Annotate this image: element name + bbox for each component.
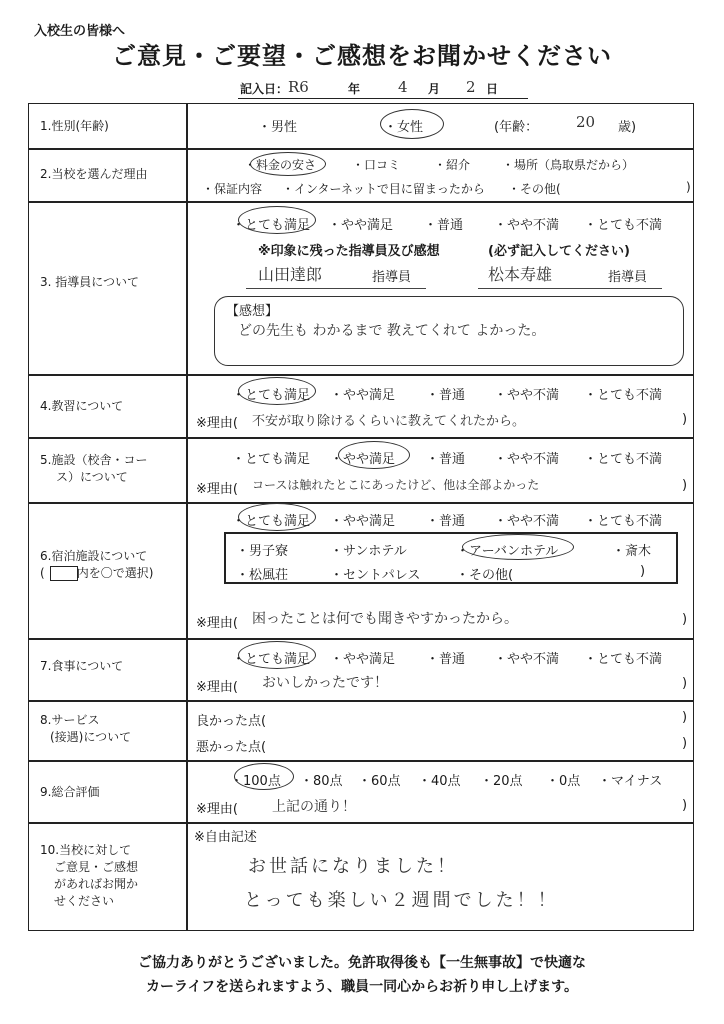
q7-scale-option[interactable]: ・やや不満 xyxy=(494,652,560,667)
q8-good-close: ) xyxy=(682,710,688,725)
q9-score-option[interactable]: ・マイナス xyxy=(598,774,663,789)
row-divider xyxy=(28,760,694,762)
q2-option[interactable]: ・口コミ xyxy=(352,158,401,172)
q4-scale-option[interactable]: ・普通 xyxy=(426,388,466,403)
q9-score-option[interactable]: ・20点 xyxy=(480,774,523,789)
row-divider xyxy=(28,201,694,203)
column-divider xyxy=(186,103,188,931)
selection-circle xyxy=(238,206,316,234)
selection-circle xyxy=(238,377,316,405)
q9-reason-label: ※理由( xyxy=(196,802,238,817)
q6-scale-option[interactable]: ・とても不満 xyxy=(584,514,663,529)
row-divider xyxy=(28,502,694,504)
page-title: ご意見・ご要望・ご感想をお聞かせください xyxy=(112,42,612,70)
q9-label: 9.総合評価 xyxy=(40,785,100,799)
q1-female[interactable]: ・女性 xyxy=(384,120,424,135)
q7-reason-close: ) xyxy=(682,676,688,691)
q7-label: 7.食事について xyxy=(40,659,124,673)
q4-reason-label: ※理由( xyxy=(196,416,238,431)
row-divider xyxy=(28,437,694,439)
selection-circle xyxy=(234,763,294,790)
selection-circle xyxy=(380,109,444,139)
q1-age-value: 20 xyxy=(576,113,596,131)
select-box-icon xyxy=(50,566,78,581)
q8-bad-close: ) xyxy=(682,736,688,751)
q6-lodging-option[interactable]: ・サンホテル xyxy=(330,544,407,559)
date-era: R6 xyxy=(288,78,309,96)
q5-reason: コースは触れたとこにあったけど、他は全部よかった xyxy=(252,478,540,492)
q2-option[interactable]: ・料金の安さ xyxy=(244,158,317,172)
selection-circle xyxy=(250,152,326,176)
q5-reason-label: ※理由( xyxy=(196,482,238,497)
selection-circle xyxy=(338,441,410,469)
q2-option[interactable]: ・保証内容 xyxy=(202,182,263,196)
q7-scale-option[interactable]: ・とても不満 xyxy=(584,652,663,667)
q2-label: 2.当校を選んだ理由 xyxy=(40,167,148,181)
q5-scale-option[interactable]: ・やや満足 xyxy=(330,452,396,467)
q9-score-option[interactable]: ・40点 xyxy=(418,774,461,789)
q6-scale-option[interactable]: ・やや不満 xyxy=(494,514,560,529)
row-divider xyxy=(28,638,694,640)
q6-lodging-option-other[interactable]: ・その他( xyxy=(456,568,514,583)
q2-option[interactable]: ・場所（鳥取県だから） xyxy=(502,158,635,172)
date-day-label: 日 xyxy=(486,82,499,96)
q6-lodging-option[interactable]: ・斎木 xyxy=(612,544,652,559)
q6-label: 6.宿泊施設について ( 内を〇で選択) xyxy=(40,549,154,580)
selection-circle xyxy=(462,534,574,560)
q10-free-line-1: お世話になりました！ xyxy=(248,856,458,877)
greeting: 入校生の皆様へ xyxy=(34,24,126,39)
q4-scale-option[interactable]: ・やや満足 xyxy=(330,388,396,403)
q5-scale-option[interactable]: ・とても満足 xyxy=(232,452,311,467)
q5-scale-option[interactable]: ・普通 xyxy=(426,452,466,467)
q1-male[interactable]: ・男性 xyxy=(258,120,298,135)
q10-free-label: ※自由記述 xyxy=(194,830,257,845)
q3-scale-option[interactable]: ・とても不満 xyxy=(584,218,663,233)
q6-reason: 困ったことは何でも聞きやすかったから。 xyxy=(252,611,518,627)
q3-instructor-2: 松本寿雄 xyxy=(488,265,553,284)
q8-label: 8.サービス (接遇)について xyxy=(40,713,132,744)
q3-comment: どの先生も わかるまで 教えてくれて よかった。 xyxy=(238,323,546,339)
q3-scale-option[interactable]: ・やや不満 xyxy=(494,218,560,233)
footer-line-1: ご協力ありがとうございました。免許取得後も【一生無事故】で快適な xyxy=(138,955,586,971)
lodging-options-box xyxy=(224,532,678,584)
q2-option[interactable]: ・紹介 xyxy=(434,158,471,172)
q9-score-option[interactable]: ・60点 xyxy=(358,774,401,789)
date-month: 4 xyxy=(398,78,408,96)
row-divider xyxy=(28,700,694,702)
q3-instructor-suffix: 指導員 xyxy=(608,270,648,285)
q7-reason: おいしかったです！ xyxy=(262,675,388,691)
q9-score-option[interactable]: ・80点 xyxy=(300,774,343,789)
instructor-2-line xyxy=(478,288,662,289)
q10-label: 10.当校に対して ご意見・ご感想 があればお聞か せください xyxy=(40,843,139,908)
q6-scale-option[interactable]: ・やや満足 xyxy=(330,514,396,529)
q5-scale-option[interactable]: ・やや不満 xyxy=(494,452,560,467)
q1-label: 1.性別(年齢) xyxy=(40,119,109,133)
q3-label: 3. 指導員について xyxy=(40,275,140,289)
q5-reason-close: ) xyxy=(682,478,688,493)
q6-lodging-option[interactable]: ・松風荘 xyxy=(236,568,289,583)
date-year-label: 年 xyxy=(348,82,361,96)
q6-other-close: ) xyxy=(640,564,646,579)
q9-reason-close: ) xyxy=(682,798,688,813)
q3-scale-option[interactable]: ・やや満足 xyxy=(328,218,394,233)
footer-line-2: カーライフを送られますよう、職員一同心からお祈り申し上げます。 xyxy=(145,979,579,995)
q8-bad-label: 悪かった点( xyxy=(196,740,267,755)
q8-good-label: 良かった点( xyxy=(196,714,267,729)
row-divider xyxy=(28,374,694,376)
date-month-label: 月 xyxy=(428,82,441,96)
q4-scale-option[interactable]: ・とても満足 xyxy=(232,388,311,403)
q4-scale-option[interactable]: ・やや不満 xyxy=(494,388,560,403)
q9-score-option[interactable]: ・100点 xyxy=(230,774,281,789)
selection-circle xyxy=(238,641,316,669)
q2-option-other[interactable]: ・その他( xyxy=(508,182,561,196)
q6-lodging-option[interactable]: ・セントパレス xyxy=(330,568,421,583)
q10-free-line-2: とっても楽しい２週間でした！！ xyxy=(244,890,559,911)
q9-score-option[interactable]: ・0点 xyxy=(546,774,581,789)
q5-label: 5.施設（校舎・コー ス）について xyxy=(40,453,148,484)
q2-other-close: ) xyxy=(686,180,691,194)
q3-note: ※印象に残った指導員及び感想 xyxy=(258,244,440,259)
q6-reason-label: ※理由( xyxy=(196,616,238,631)
q4-reason: 不安が取り除けるくらいに教えてくれたから。 xyxy=(252,414,526,429)
q4-label: 4.教習について xyxy=(40,399,124,413)
q7-scale-option[interactable]: ・普通 xyxy=(426,652,466,667)
q3-instructor-suffix: 指導員 xyxy=(372,270,412,285)
q1-age-close: 歳) xyxy=(618,120,637,135)
date-line xyxy=(238,78,528,99)
q6-lodging-option[interactable]: ・男子寮 xyxy=(236,544,289,559)
q7-scale-option[interactable]: ・やや満足 xyxy=(330,652,396,667)
q3-scale-option[interactable]: ・とても満足 xyxy=(232,218,311,233)
date-day: 2 xyxy=(466,78,476,96)
q6-scale-option[interactable]: ・とても満足 xyxy=(232,514,311,529)
q6-lodging-option[interactable]: ・アーバンホテル xyxy=(456,544,559,559)
selection-circle xyxy=(238,503,316,531)
q7-scale-option[interactable]: ・とても満足 xyxy=(232,652,311,667)
q3-instructor-1: 山田達郎 xyxy=(258,265,323,284)
q5-scale-option[interactable]: ・とても不満 xyxy=(584,452,663,467)
q4-reason-close: ) xyxy=(682,412,688,427)
q2-option[interactable]: ・インターネットで目に留まったから xyxy=(282,182,485,196)
date-label: 記入日： xyxy=(240,82,289,96)
q6-reason-close: ) xyxy=(682,612,688,627)
q3-note-required: (必ず記入してください) xyxy=(488,244,630,259)
q1-age-open: (年齢： xyxy=(494,120,539,135)
instructor-1-line xyxy=(246,288,426,289)
q9-reason: 上記の通り！ xyxy=(272,799,356,815)
q7-reason-label: ※理由( xyxy=(196,680,238,695)
q4-scale-option[interactable]: ・とても不満 xyxy=(584,388,663,403)
row-divider xyxy=(28,148,694,150)
row-divider xyxy=(28,822,694,824)
q3-scale-option[interactable]: ・普通 xyxy=(424,218,464,233)
q6-scale-option[interactable]: ・普通 xyxy=(426,514,466,529)
q3-comment-label: 【感想】 xyxy=(226,304,279,319)
